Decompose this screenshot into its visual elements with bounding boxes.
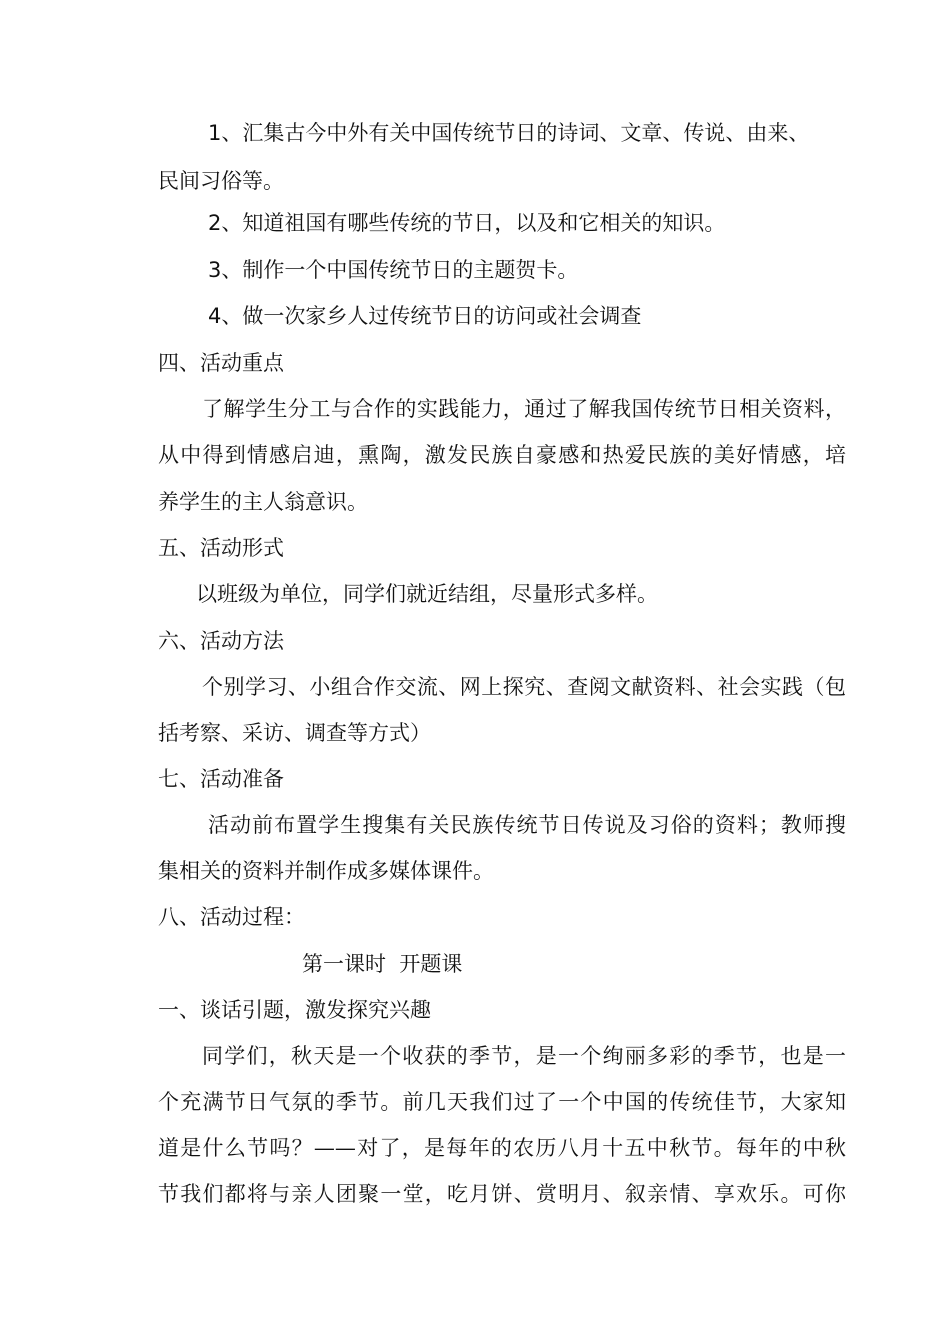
list-item-3 <box>208 256 578 284</box>
paragraph-line: 道是什么节吗？——对了，是每年的农历八月十五中秋节。每年的中秋 <box>158 1136 846 1160</box>
list-number: 1 <box>208 121 222 145</box>
list-text: 、做一次家乡人过传统节日的访问或社会调查 <box>221 304 642 328</box>
list-text: 、知道祖国有哪些传统的节日，以及和它相关的知识。 <box>221 211 726 235</box>
section-heading-7: 七、活动准备 <box>158 767 284 791</box>
section-heading-8: 八、活动过程： <box>158 905 305 929</box>
list-item-2 <box>208 209 725 237</box>
list-text: 、制作一个中国传统节日的主题贺卡。 <box>221 258 579 282</box>
paragraph-line: 同学们，秋天是一个收获的季节，是一个绚丽多彩的季节，也是一 <box>202 1044 846 1068</box>
paragraph-line: 活动前布置学生搜集有关民族传统节日传说及习俗的资料；教师搜 <box>208 813 846 837</box>
paragraph-line: 个充满节日气氛的季节。前几天我们过了一个中国的传统佳节，大家知 <box>158 1090 846 1114</box>
section-heading-4: 四、活动重点 <box>158 351 284 375</box>
section-heading-5: 五、活动形式 <box>158 536 284 560</box>
paragraph-line: 个别学习、小组合作交流、网上探究、查阅文献资料、社会实践（包 <box>202 675 846 699</box>
list-text: 、汇集古今中外有关中国传统节日的诗词、文章、传说、由来、 <box>221 121 810 145</box>
list-item-4 <box>208 302 641 330</box>
paragraph-line: 养学生的主人翁意识。 <box>158 490 368 514</box>
paragraph-line: 从中得到情感启迪，熏陶，激发民族自豪感和热爱民族的美好情感，培 <box>158 443 846 467</box>
list-number: 2 <box>208 211 222 235</box>
paragraph-line: 节我们都将与亲人团聚一堂，吃月饼、赏明月、叙亲情、享欢乐。可你 <box>158 1182 846 1206</box>
list-item-1-continuation: 民间习俗等。 <box>158 169 284 193</box>
lesson-title: 第一课时 开题课 <box>302 952 463 976</box>
list-item-1 <box>208 119 809 147</box>
paragraph-line: 集相关的资料并制作成多媒体课件。 <box>158 859 494 883</box>
paragraph-line: 以班级为单位，同学们就近结组，尽量形式多样。 <box>196 582 658 606</box>
list-number: 3 <box>208 258 222 282</box>
section-heading-6: 六、活动方法 <box>158 629 284 653</box>
part-heading-1: 一、谈话引题，激发探究兴趣 <box>158 998 431 1022</box>
paragraph-line: 括考察、采访、调查等方式） <box>158 721 431 745</box>
list-number: 4 <box>208 304 222 328</box>
paragraph-line: 了解学生分工与合作的实践能力，通过了解我国传统节日相关资料， <box>202 397 846 421</box>
